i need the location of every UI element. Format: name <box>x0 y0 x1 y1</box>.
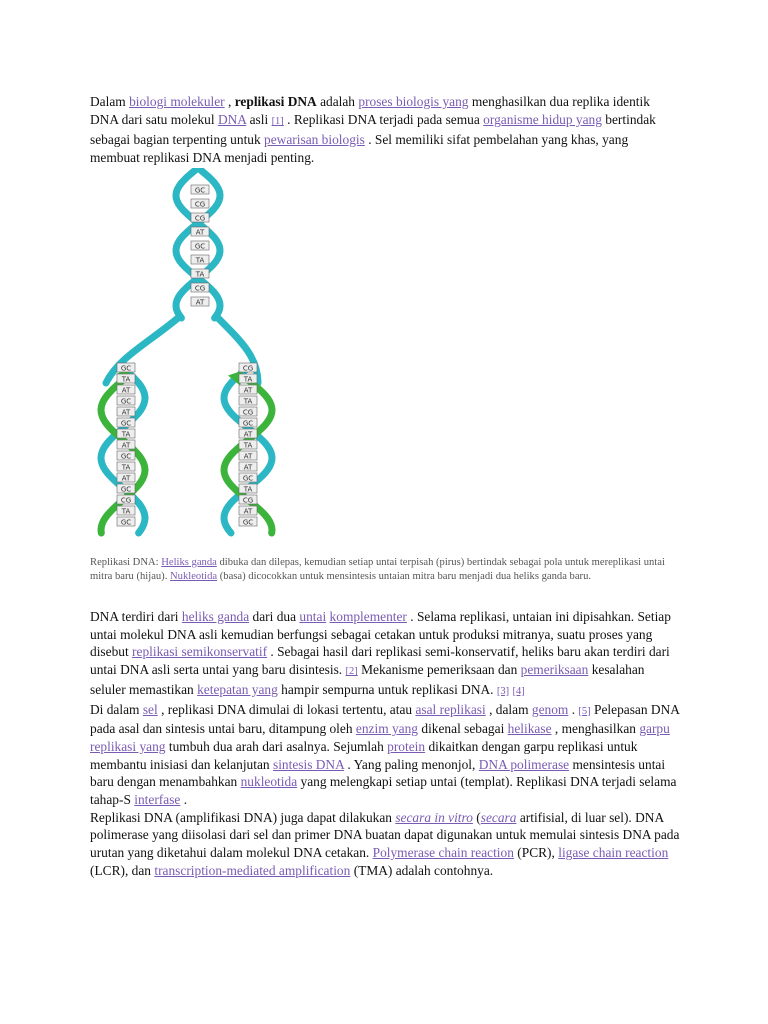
base-pair <box>191 269 209 279</box>
base-pair <box>117 363 135 373</box>
base-pair <box>239 473 257 483</box>
base-pair <box>117 374 135 384</box>
intro-paragraph <box>90 93 680 167</box>
svg-text:TA: TA <box>121 507 131 516</box>
text: artifisial, di luar sel). DNA polimerase yang diisolasi dari sel dan primer DNA buatan dapat digunakan untuk memulai sintesis DNA pada urutan yang diketahui dalam molekul DNA cetakan. <box>90 809 680 861</box>
text: . <box>183 792 188 808</box>
link-helikase[interactable]: helikase <box>507 721 552 737</box>
text: ( <box>476 809 481 825</box>
text: mensintesis untai baru dengan menambahkan <box>90 756 666 790</box>
base-pair <box>191 241 209 251</box>
base-pair <box>191 227 209 237</box>
text: Pelepasan DNA pada asal dan sintesis untai baru, ditampung oleh <box>90 701 680 737</box>
base-pair <box>117 440 135 450</box>
base-pair <box>191 199 209 209</box>
text: asli <box>249 112 269 127</box>
base-pair <box>239 484 257 494</box>
link-heliks-ganda[interactable]: Heliks ganda <box>161 557 217 568</box>
link-proses-biologis[interactable]: proses biologis yang <box>358 94 469 109</box>
svg-text:GC: GC <box>120 485 132 494</box>
text: bertindak sebagai bagian terpenting untuk <box>90 112 656 147</box>
svg-text:AT: AT <box>121 441 131 450</box>
link-dna-polimerase[interactable]: DNA polimerase <box>478 756 570 772</box>
link-biologi-molekuler[interactable]: biologi molekuler <box>129 94 225 109</box>
text: , menghasilkan <box>554 721 636 737</box>
text: , replikasi DNA dimulai di lokasi tertentu, atau <box>161 701 413 717</box>
svg-text:TA: TA <box>121 463 131 472</box>
ref-5[interactable]: [5] <box>578 705 591 717</box>
ref-2[interactable]: [2] <box>345 666 358 678</box>
text: dari dua <box>252 609 297 624</box>
ref-3[interactable]: [3] <box>496 685 510 697</box>
svg-text:GC: GC <box>194 242 206 251</box>
text: dikenal sebagai <box>421 721 505 737</box>
svg-text:TA: TA <box>243 485 253 494</box>
caption-text: Replikasi DNA: <box>90 557 159 568</box>
svg-text:AT: AT <box>243 386 253 395</box>
link-nukleotida[interactable]: nukleotida <box>240 774 298 790</box>
link-ketepatan[interactable]: ketepatan yang <box>197 681 278 697</box>
text: adalah <box>320 94 356 109</box>
figure-caption <box>90 556 670 584</box>
svg-text:AT: AT <box>243 507 253 516</box>
base-pair <box>117 473 135 483</box>
text: Replikasi DNA (amplifikasi DNA) juga dapat dilakukan <box>90 809 392 825</box>
text: Mekanisme pemeriksaan dan <box>361 662 518 678</box>
svg-text:CG: CG <box>120 496 132 505</box>
base-pair <box>239 495 257 505</box>
caption-text: (basa) dicocokkan untuk mensintesis untaian mitra baru menjadi dua heliks ganda baru. <box>219 571 592 582</box>
ref-4[interactable]: [4] <box>512 685 525 697</box>
text: . <box>571 701 576 717</box>
link-sintesis-dna[interactable]: sintesis DNA <box>272 756 345 772</box>
link-genom[interactable]: genom <box>531 701 569 717</box>
base-pair <box>239 363 257 373</box>
svg-text:TA: TA <box>243 375 253 384</box>
svg-text:GC: GC <box>242 419 254 428</box>
base-pair <box>239 462 257 472</box>
base-pair <box>117 418 135 428</box>
svg-text:AT: AT <box>243 452 253 461</box>
text: . Sel memiliki sifat pembelahan yang khas, yang membuat replikasi DNA menjadi penting. <box>90 132 629 165</box>
svg-text:AT: AT <box>121 386 131 395</box>
base-pair <box>239 429 257 439</box>
svg-text:CG: CG <box>242 496 254 505</box>
base-pair <box>239 506 257 516</box>
text: , dalam <box>489 701 529 717</box>
svg-text:CG: CG <box>242 408 254 417</box>
svg-text:TA: TA <box>243 397 253 406</box>
svg-text:GC: GC <box>120 518 132 527</box>
text: Di dalam <box>90 701 140 717</box>
link-enzim[interactable]: enzim yang <box>355 721 419 737</box>
base-pair <box>117 396 135 406</box>
text: menghasilkan dua replika identik DNA dari satu molekul <box>90 94 650 127</box>
svg-text:AT: AT <box>195 228 205 237</box>
term-replikasi-dna: replikasi DNA <box>234 94 317 109</box>
svg-text:CG: CG <box>194 200 206 209</box>
text: . Yang paling menonjol, <box>347 756 476 772</box>
fork-arm-left <box>106 318 178 383</box>
text: (LCR), dan <box>90 862 151 878</box>
link-interfase[interactable]: interfase <box>134 792 181 808</box>
base-pair <box>117 385 135 395</box>
svg-text:TA: TA <box>121 375 131 384</box>
svg-text:TA: TA <box>195 256 205 265</box>
base-pair <box>117 506 135 516</box>
base-pair <box>117 429 135 439</box>
base-pair <box>117 407 135 417</box>
link-heliks-ganda[interactable]: heliks ganda <box>181 609 250 624</box>
link-protein[interactable]: protein <box>387 738 426 754</box>
text: hampir sempurna untuk replikasi DNA. <box>281 681 494 697</box>
svg-text:GC: GC <box>120 419 132 428</box>
base-pair <box>239 407 257 417</box>
svg-text:AT: AT <box>121 474 131 483</box>
link-secara-in-vitro[interactable]: secara in vitro <box>395 809 473 825</box>
link-pemeriksaan[interactable]: pemeriksaan <box>520 662 589 678</box>
text: , <box>228 94 232 109</box>
base-pair <box>239 385 257 395</box>
svg-text:TA: TA <box>195 270 205 279</box>
text: tumbuh dua arah dari asalnya. Sejumlah <box>168 738 384 754</box>
svg-text:GC: GC <box>120 364 132 373</box>
text: . Selama replikasi, untaian ini dipisahkan. Setiap untai molekul DNA asli kemudian berfungsi sebagai cetakan untuk produksi mitranya, suatu proses yang disebut <box>90 609 671 660</box>
base-pair <box>117 517 135 527</box>
svg-text:CG: CG <box>194 284 206 293</box>
link-nukleotida[interactable]: Nukleotida <box>170 571 218 582</box>
base-pair <box>191 297 209 307</box>
base-pair <box>191 213 209 223</box>
caption-text: dibuka dan dilepas, kemudian setiap untai terpisah (pirus) bertindak sebagai pola untuk mereplikasi untai mitra baru (hijau). <box>90 557 665 582</box>
svg-text:AT: AT <box>121 408 131 417</box>
text: (PCR), <box>517 845 555 861</box>
link-pewarisan-biologis[interactable]: pewarisan biologis <box>264 132 365 147</box>
text: yang melengkapi setiap untai (templat). Replikasi DNA terjadi selama tahap-S <box>90 774 677 808</box>
base-pair <box>239 418 257 428</box>
dna-replication-figure <box>88 168 288 540</box>
svg-text:GC: GC <box>194 186 206 195</box>
base-pair <box>239 451 257 461</box>
svg-text:GC: GC <box>120 452 132 461</box>
base-pair <box>191 255 209 265</box>
text: . Sebagai hasil dari replikasi semi-konservatif, heliks baru akan terdiri dari untai DNA asli serta untai yang baru disintesis. <box>90 644 670 678</box>
link-dna[interactable]: DNA <box>217 112 247 127</box>
link-tma[interactable]: transcription-mediated amplification <box>154 862 351 878</box>
link-garpu-replikasi[interactable]: garpu replikasi yang <box>90 721 670 754</box>
svg-text:AT: AT <box>195 298 205 307</box>
text: dikaitkan dengan garpu replikasi untuk membantu inisiasi dan kelanjutan <box>90 738 638 772</box>
base-pair <box>239 440 257 450</box>
ref-1[interactable]: [1] <box>271 116 284 127</box>
link-lcr[interactable]: ligase chain reaction <box>558 845 669 861</box>
link-replikasi-semikonservatif[interactable]: replikasi semikonservatif <box>132 644 268 660</box>
base-pair <box>239 396 257 406</box>
base-pair <box>239 374 257 384</box>
svg-text:AT: AT <box>243 463 253 472</box>
svg-text:CG: CG <box>242 364 254 373</box>
svg-text:GC: GC <box>242 474 254 483</box>
link-untai[interactable]: untai <box>299 609 327 624</box>
base-pair <box>117 495 135 505</box>
link-asal-replikasi[interactable]: asal replikasi <box>415 701 486 717</box>
link-pcr[interactable]: Polymerase chain reaction <box>372 845 514 861</box>
base-pair <box>117 462 135 472</box>
base-pair <box>239 517 257 527</box>
base-pair <box>117 451 135 461</box>
svg-text:AT: AT <box>243 430 253 439</box>
link-organisme-hidup[interactable]: organisme hidup yang <box>483 112 602 127</box>
text: (TMA) adalah contohnya. <box>353 862 494 878</box>
link-komplementer[interactable]: komplementer <box>329 609 407 624</box>
body-paragraphs <box>90 608 680 880</box>
base-pair <box>117 484 135 494</box>
svg-text:CG: CG <box>194 214 206 223</box>
text: DNA terdiri dari <box>90 609 179 624</box>
link-secara[interactable]: secara <box>480 809 517 825</box>
base-pair <box>191 283 209 293</box>
link-sel[interactable]: sel <box>142 701 158 717</box>
svg-text:TA: TA <box>121 430 131 439</box>
svg-text:TA: TA <box>243 441 253 450</box>
svg-text:GC: GC <box>242 518 254 527</box>
svg-text:GC: GC <box>120 397 132 406</box>
text: kesalahan seluler memastikan <box>90 662 645 697</box>
text: Dalam <box>90 94 126 109</box>
base-pair <box>191 185 209 195</box>
text: . Replikasi DNA terjadi pada semua <box>287 112 480 127</box>
